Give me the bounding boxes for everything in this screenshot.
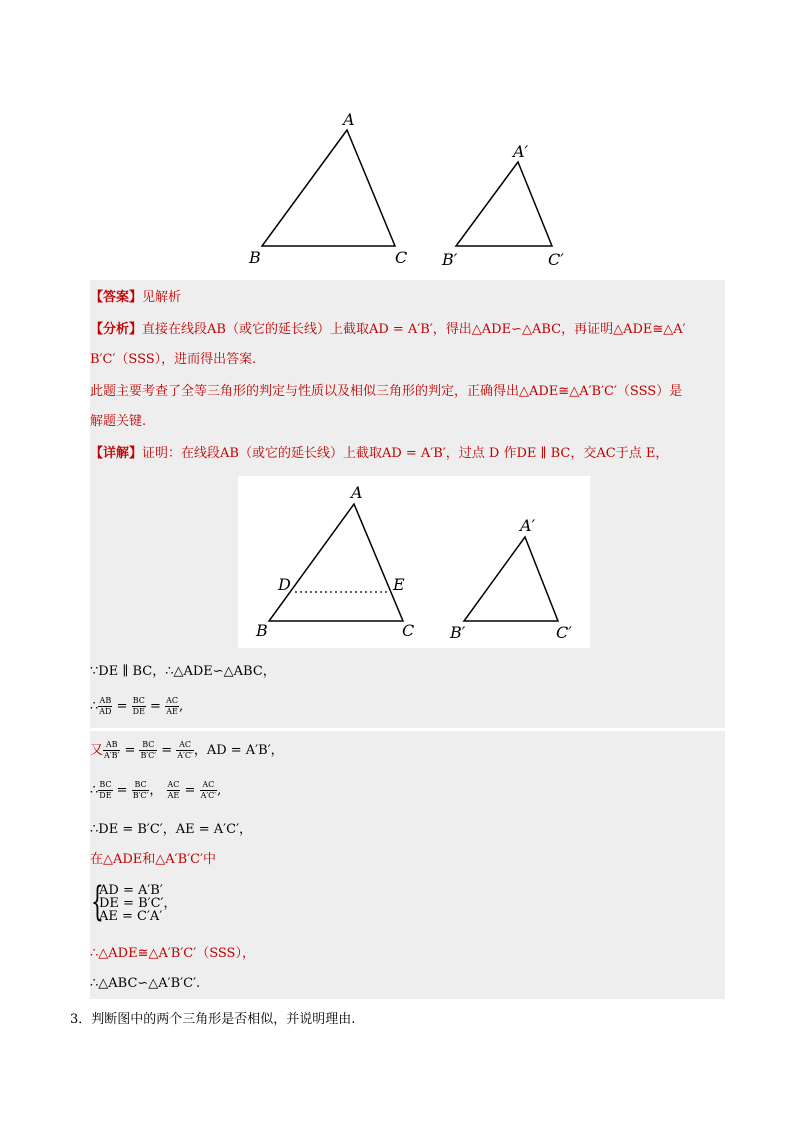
label-d: D: [278, 575, 291, 594]
left-brace: {: [91, 879, 104, 925]
fraction: $\frac{AC}{AE}$: [167, 780, 180, 800]
fraction: $\frac{AC}{A'C'}$: [200, 780, 217, 800]
fraction: $\frac{BC}{B'C'}$: [140, 740, 157, 760]
label-e: E: [393, 575, 405, 594]
proof-line-3: 又 $\frac{AB}{A'B'}$ = $\frac{BC}{B'C'}$ = $\frac{AC}{A'C'}$ ，AD = A′B′，: [90, 740, 284, 760]
fraction: $\frac{BC}{DE}$: [99, 780, 112, 800]
detail-text-1: 证明：在线段AB（或它的延长线）上截取AD = A′B′，过点 D 作DE ∥ BC，交AC于点 E，: [142, 446, 669, 461]
answer-text: 见解析: [142, 290, 182, 305]
label-a-prime: A′: [513, 142, 529, 161]
triangle-a2b2c2: [456, 162, 552, 246]
analysis-text-1: 直接在线段AB（或它的延长线）上截取AD = A′B′，得出△ADE∽△ABC，再证明△ADE≅△A′: [142, 322, 686, 337]
proof-line-6: 在△ADE和△A′B′C′中: [90, 852, 217, 867]
detail-tag: 【详解】: [90, 446, 143, 461]
fraction: $\frac{BC}{B'C'}$: [132, 780, 149, 800]
therefore-symbol: ∴: [90, 783, 99, 798]
system-line-2: DE = B′C′，: [99, 896, 177, 911]
analysis-line-1: [90, 320, 686, 340]
proof-line-8: ∴△ABC∽△A′B′C′.: [90, 976, 201, 991]
proof-line-3-suffix: ，AD = A′B′，: [193, 743, 284, 758]
proof-line-1: ∵DE ∥ BC，∴△ADE∽△ABC，: [90, 664, 276, 679]
answer-tag: 【答案】: [90, 290, 143, 305]
fraction: $\frac{AC}{A'C'}$: [177, 740, 193, 760]
label-c-construction: C: [402, 621, 415, 640]
label-b: B: [249, 248, 261, 267]
question-3: 3．判断图中的两个三角形是否相似，并说明理由.: [70, 1012, 356, 1027]
figure-triangles-construction: [238, 476, 590, 648]
detail-line-1: [90, 444, 668, 464]
proof-line-2: ∴ $\frac{AB}{AD}$ = $\frac{BC}{DE}$ = $\frac{AC}{AE}$ ,: [90, 696, 184, 716]
fraction: $\frac{AB}{AD}$: [99, 696, 112, 716]
label-b-prime-construction: B′: [450, 623, 466, 642]
label-c-prime-construction: C′: [556, 623, 572, 642]
analysis-tag: 【分析】: [90, 322, 143, 337]
label-a-construction: A: [351, 483, 363, 502]
label-a: A: [343, 110, 355, 129]
proof-line-4: ∴ $\frac{BC}{DE}$ = $\frac{BC}{B'C'}$ ， $\frac{AC}{AE}$ = $\frac{AC}{A'C'}$ ,: [90, 780, 222, 800]
fraction: $\frac{BC}{DE}$: [132, 696, 145, 716]
system-line-1: AD = A′B′: [99, 883, 163, 898]
answer-line: [90, 288, 181, 308]
fraction: $\frac{AB}{A'B'}$: [104, 740, 120, 760]
analysis-line-4: 解题关键.: [90, 414, 147, 429]
label-b-construction: B: [256, 621, 268, 640]
therefore-symbol: ∴: [90, 699, 99, 714]
proof-line-5: ∴DE = B′C′，AE = A′C′，: [90, 822, 253, 837]
label-b-prime: B′: [442, 250, 458, 269]
fraction: $\frac{AC}{AE}$: [166, 696, 178, 716]
triangle-abc: [262, 130, 395, 246]
proof-line-7: ∴△ADE≅△A′B′C′（SSS），: [90, 946, 255, 961]
system-lines: [99, 884, 176, 923]
label-a-prime-construction: A′: [520, 516, 536, 535]
analysis-line-3: 此题主要考查了全等三角形的判定与性质以及相似三角形的判定，正确得出△ADE≅△A′B′C′（SSS）是: [90, 384, 683, 399]
system-line-3: AE = C′A′: [99, 909, 163, 924]
proof-prefix-you: 又: [90, 743, 104, 758]
analysis-line-2: B′C′（SSS），进而得出答案.: [90, 352, 257, 367]
label-c: C: [395, 248, 408, 267]
figure-triangles-top: [240, 105, 580, 275]
label-c-prime: C′: [548, 250, 564, 269]
